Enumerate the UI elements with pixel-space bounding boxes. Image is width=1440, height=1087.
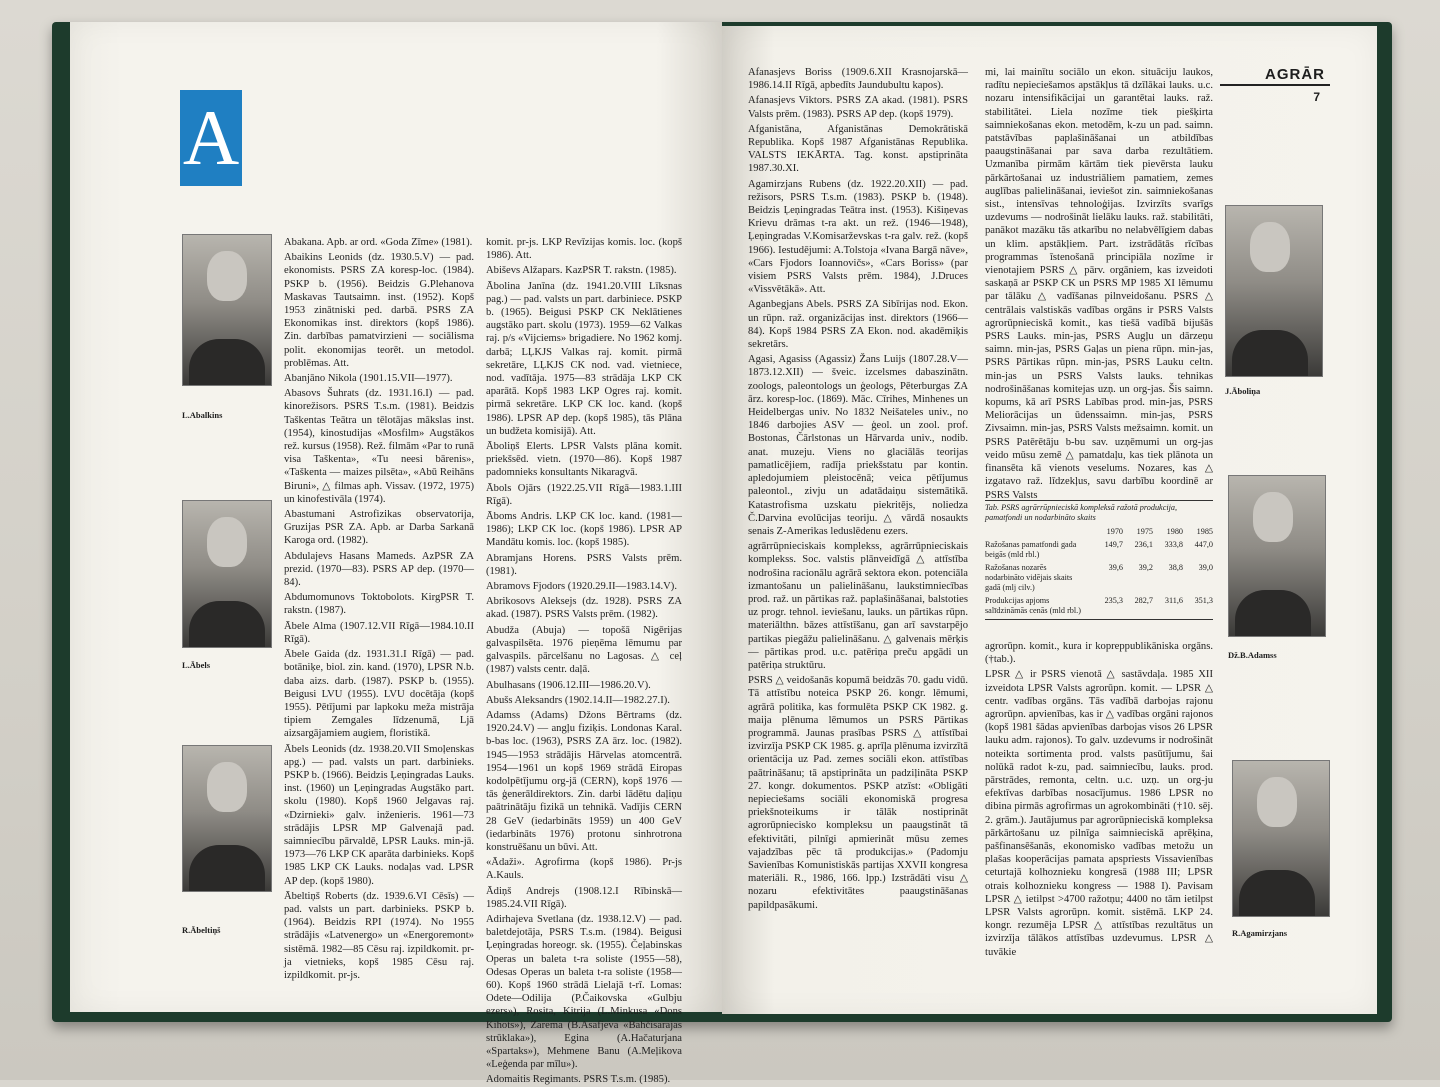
entry: Ābeltiņš Roberts (dz. 1939.6.VI Cēsīs) — pad. valsts un part. darbinieks. PSKP b. (1964). Beidzis RPI (1974). No 1955 strādājis «Latvenergo» un «Energoremont» sistēmā. 1982—85 Cēsu raj. izpildkomit. pr-ja vietnieks, kopš 1985 Cēsu raj. izpildkomit. pr-js. <box>284 890 474 981</box>
photo-caption: L.Ābels <box>182 660 211 670</box>
table-cell: 149,7 <box>1104 540 1123 549</box>
entry: Agamirzjans Rubens (dz. 1922.20.XII) — pad. režisors, PSRS T.s.m. (1983). PSKP b. (1948). Beidzis Ļeņingradas Teātra inst. (1953). Kišiņevas Krievu drāmas t-ra akt. un rež. (1946—1948), Ļeņingradas V.Komisarževskas t-ra galv. rež. (kopš 1966). Iestudējumi: A.Tolstoja «Ivana Bargā nāve», «Cars Fjodors Ioannovičs», «Cars Boriss» (par visiem PSRS Valsts prēm. 1984), J.Druces «Vissvētākā». Att. <box>748 178 968 296</box>
entry: Abušs Aleksandrs (1902.14.II—1982.27.I). <box>486 694 670 706</box>
entry: Ābele Alma (1907.12.VII Rīgā—1984.10.II Rīgā). <box>284 620 474 645</box>
left-column-2 <box>486 236 682 1086</box>
entry: Abramjans Horens. PSRS Valsts prēm. (1981). <box>486 552 682 577</box>
table-year: 1975 <box>1136 527 1153 536</box>
table-header-row <box>985 527 1213 537</box>
table-row <box>985 563 1213 593</box>
entry: Ādiņš Andrejs (1908.12.I Rībinskā—1985.24.VII Rīgā). <box>486 885 682 910</box>
table-row <box>985 540 1213 560</box>
table-row-label: Produkcijas apjoms salīdzināmās cenās (mld rbl.) <box>985 596 1081 615</box>
entry: Agasi, Agasiss (Agassiz) Žans Luijs (1807.28.V—1873.12.XII) — šveic. izcelsmes dabaszinātn. zoologs, paleontologs un ģeologs, Pēterburgas ZA ārz. koresp-loc. (1869). Māc. Cīrihes, Minhenes un Heidelbergas univ. No 1832 Neišateles univ., no 1846 darbojies ASV — ģeol. un zool. prof. Bostonas, Čārlstonas un Hārvarda univ., nodib. anat. muzeju. Viens no glaciālās teorijas pamatlicējiem, radīja priekšstatu par kontin. apledojumiem pleistocēnā; veica pētījumus paleontol., zivju un adatādaiņu sistemātikā. Katastrofisma uzskatu piekritējs, noliedza Č.Darvina evolūcijas teoriju. △ vārdā nosaukts senais Z-Amerikas leduslēdenu ezers. <box>748 354 968 537</box>
photo-caption: J.Āboliņa <box>1225 386 1261 396</box>
entry: Abdumomunovs Toktobolots. KirgPSR T. rakstn. (1987). <box>284 592 474 617</box>
portrait-photo <box>182 234 272 386</box>
entry: Aganbegjans Abels. PSRS ZA Sibīrijas nod. Ekon. un rūpn. raž. organizācijas inst. direktors (1966—84). Kopš 1984 PSRS ZA Ekon. nod. akadēmiķis sekretārs. <box>748 299 968 351</box>
section-letter: A <box>180 90 242 186</box>
table-title: Tab. PSRS agrārrūpnieciskā kompleksā ražotā produkcija, pamatfondi un nodarbināto skaits <box>985 503 1178 522</box>
entry: Āboms Andris. LKP CK loc. kand. (1981—1986); LKP CK loc. (kopš 1986). LPSR AP Mandātu komis. loc. (kopš 1985). <box>486 511 682 549</box>
entry: PSRS △ veidošanās kopumā beidzās 70. gadu vidū. Tā attīstību noteica PSKP 26. kongr. lēmumi, agrārā politika, kas formulēta PSKP CK 1982. g. maija plēnuma lēmumos un PSRS Pārtikas programmā. Jaunas prasības PSRS △ attīstībai izvirzīja PSKP CK 1985. g. aprīļa plēnuma izvirzītā orientācija uz Pad. zemes sociāli ekon. attīstības paātrināšanu; tā apstiprināta un padziļināta PSKP 27. kongr. dokumentos. PSKP atzīst: «Obligāti nepieciešams sociāli ekonomiskā progresa priekšnoteikums ir tālāk nostiprināt agrorūpniecisko kompleksu un paaugstināt tā efektivitāti, pilnīgi apmierināt mūsu zemes vajadzības pēc tā produkcijas.» (Padomju Savienības Komunistiskās partijas XXVII kongresa materiāli. R., 1986, 166. lpp.) Izstrādāti visu △ nozaru efektivitātes paaugstināšanas papildpasākumi. <box>748 675 968 911</box>
running-head: AGRĀR <box>1265 66 1325 83</box>
entry: Adomaitis Regimants. PSRS T.s.m. (1985). <box>486 1074 671 1086</box>
entry: agrorūpn. komit., kura ir kopreppublikāniska orgāns. (†tab.). <box>985 641 1213 666</box>
entry: Adirhajeva Svetlana (dz. 1938.12.V) — pad. baletdejotāja, PSRS T.s.m. (1984). Beigusi Ļeņingradas horeogr. sk. (1955). Čeļabinskas Operas un baleta t-ra soliste (1955—58), Odesas Operas un baleta t-ra soliste (1958—60). Kopš 1960 strādā Lielajā t-rī. Lomas: Odete—Odilija (P.Čaikovska «Gulbju ezers»), Rosita, Kitrija (L.Minkusa «Dons Kihots»), Zarema (B.Asafjeva «Bahčisarajas strūklaka»), Egina (A.Hačaturjana «Spartaks»), Mehmene Banu (A.Meļikova «Leģenda par mīlu»). <box>486 913 682 1071</box>
portrait-head <box>207 762 247 812</box>
entry: Abakana. Apb. ar ord. «Goda Zīme» (1981). <box>284 237 473 248</box>
entry: Afanasjevs Boriss (1909.6.XII Krasnojarskā—1986.14.II Rīgā, apbedīts Jaundubultu kapos). <box>748 67 968 92</box>
table-row <box>985 596 1213 616</box>
entry: Abasovs Šuhrats (dz. 1931.16.I) — pad. kinorežisors. PSRS T.s.m. (1981). Beidzis Taškentas Teātra un tēlotājas mākslas inst. (1954), kinostudijas «Mosfilm» Augstākos rež. kursus (1958). Rež. filmām «Par to runā visa Taškenta», «Tu neesi bārenis», «Taškenta — maizes pilsēta», «Abū Reihāns Biruni», △ filmas aph. Vissav. (1972, 1975) un kinofestivāla (1974). <box>284 388 474 505</box>
entry: «Ādaži». Agrofirma (kopš 1986). Pr-js A.Kauls. <box>486 857 682 882</box>
portrait-photo <box>182 500 272 648</box>
entry: Abanjāno Nikola (1901.15.VII—1977). <box>284 373 453 385</box>
photo-caption: R.Agamirzjans <box>1232 928 1288 938</box>
page-number: 7 <box>1313 90 1320 104</box>
entry: Abrikosovs Aleksejs (dz. 1928). PSRS ZA akad. (1987). PSRS Valsts prēm. (1982). <box>486 596 682 621</box>
portrait-suit <box>1235 590 1311 636</box>
table-cell: 39,0 <box>1198 563 1213 572</box>
entry: Afganistāna, Afganistānas Demokrātiskā Republika. Kopš 1987 Afganistānas Republika. VALSTS IEKĀRTA. Tag. konst. apstiprināta 1987.30.XI. <box>748 123 968 175</box>
table-year: 1985 <box>1196 527 1213 536</box>
entry: Ābols Ojārs (1922.25.VII Rīgā—1983.1.III Rīgā). <box>486 482 682 507</box>
table-year: 1980 <box>1166 527 1183 536</box>
table-cell: 39,6 <box>1108 563 1123 572</box>
right-column-2-top <box>985 66 1213 501</box>
table-cell: 447,0 <box>1194 540 1213 549</box>
entry: Āboliņš Elerts. LPSR Valsts plāna komit. priekšsēd. vietn. (1970—86). Kopš 1987 padomnieks konsultants Nikaragvā. <box>486 441 682 479</box>
table-rule <box>985 619 1213 620</box>
portrait-head <box>1253 492 1293 542</box>
entry: Abramovs Fjodors (1920.29.II—1983.14.V). <box>486 581 677 593</box>
entry: Afanasjevs Viktors. PSRS ZA akad. (1981). PSRS Valsts prēm. (1983). PSRS AP dep. (kopš 1979). <box>748 95 968 120</box>
photo-caption: R.Ābeltiņš <box>182 925 221 935</box>
portrait-photo <box>1228 475 1326 637</box>
table-row-label: Ražošanas pamatfondi gada beigās (mld rbl.) <box>985 540 1077 559</box>
portrait-suit <box>189 601 265 647</box>
table-cell: 351,3 <box>1194 596 1213 605</box>
entry: Ābolina Janīna (dz. 1941.20.VIII Līksnas pag.) — pad. valsts un part. darbiniece. PSKP b. (1965). Beigusi PSKP CK Neklātienes augstāko part. skolu (1973). 1959—62 Valkas raj. p/s «Vijciems» brigadiere. No 1962 komj. darbā; LĻKJS Valkas raj. komit. pirmā sekretāre, LĻKJS CK nod. vad. vietniece, nod. vadītāja. 1975—83 strādāja LKP CK aparātā. Kopš 1983 LKP Ogres raj. komit. pirmā sekretāre. LKP CK loc. kand. (kopš 1986). LPSR AP dep. (kopš 1985), tās Plāna un budžeta komisijā). Att. <box>486 280 682 437</box>
entry: Adamss (Adams) Džons Bērtrams (dz. 1920.24.V) — angļu fiziķis. Londonas Karal. b-bas loc. (1963), PSRS ZA ārz. loc. (1982). 1945—1953 strādājis Hārvelas atomcentrā. 1954—1961 un kopš 1969 strādā Eiropas kodolpētījumu org-jā (CERN), kopš 1976 — tās ģenerāldirektors. Zin. darbi lādētu daļiņu paātrinātāju fizikā un tehnikā. Vadījis CERN 28 GeV (iedarbināts 1959) un 400 GeV (iedarbināts 1976) protonu sinhrotrona konstruēšanu un būvi. Att. <box>486 709 682 853</box>
table-cell: 235,3 <box>1104 596 1123 605</box>
table-cell: 38,8 <box>1168 563 1183 572</box>
statistics-table <box>985 498 1213 622</box>
portrait-head <box>207 517 247 567</box>
entry: Abaikins Leonids (dz. 1930.5.V) — pad. ekonomists. PSRS ZA koresp-loc. (1984). PSKP b. (1956). Beidzis G.Plehanova Maskavas Tautsaimn. inst. (1952). Kopš 1953 zinātniski ped. darbā. PSRS ZA Ekonomikas inst. direktors (kopš 1986). Zin. darbības pamatvirzieni — sociālisma polit. ekonomijas teorēt. un metodol. problēmas. Att. <box>284 252 474 369</box>
table-year: 1970 <box>1106 527 1123 536</box>
photo-caption: Dž.B.Adamss <box>1228 650 1277 660</box>
entry: Ābele Gaida (dz. 1931.31.I Rīgā) — pad. botāniķe, biol. zin. kand. (1970), LPSR N.b. daba aizs. darb. (1987). PSKP b. (1955). Beigusi LVU (1955). LVU docētāja (kopš 1955). Pētījumi par lapkoku meža mistrāja tipiem Zemgales līdzenumā, Ljā aizsargājamiem augiem, floristikā. <box>284 649 474 740</box>
entry: komit. pr-js. LKP Revīzijas komis. loc. (kopš 1986). Att. <box>486 237 682 262</box>
photo-caption: L.Abalkins <box>182 410 223 420</box>
table-cell: 236,1 <box>1134 540 1153 549</box>
entry: Abastumani Astrofizikas observatorija, Gruzijas PSR ZA. Apb. ar Darba Sarkanā Karoga ord. (1982). <box>284 509 474 547</box>
entry: LPSR △ ir PSRS vienotā △ sastāvdaļa. 1985 XII izveidota LPSR Valsts agrorūpn. komit. — LPSR △ centr. vadības orgāns. Tās vadībā darbojas rajonu agrorūpn. apvienības, kas ir △ vadības orgāni rajonos (kopš 1981 šādas apvienības darbojas visos 26 LPSR lauku adm. rajonos). To galv. uzdevums ir nodrošināt noteikta sortimenta prod. valsts pasūtījumu, šai nolūkā radot k-zu, pad. saimniecību, lauks. prod. pārstrādes, remonta, celtn. u.c. uzņ. un org-ju efektīvas darbības nosacījumus. 1986 LPSR no dibina pirmās agrofirmas un agrokombināti (†10. sēj. 2. grām.). Jautājumus par agrorūpnieciskā kompleksa pārkārtošanu uz pilnīga saimnieciskā aprēķina, pašfinansēšanās, ekonomisko vadības metožu un plašas kooperācijas pamata apspriests Vissavienības ceturtajā kolhoznieku kongresā (1988 III; LPSR otrais kolhoznieku kongress — 1988 I). Pavisam LPSR △ ietilpst >4700 ražotņu; 4400 no tām ietilpst LPSR Valsts agrorūpn. komit. sistēmā. LKP 24. kongr. rezumēja LPSR △ attīstības rezultātus un izvirzīja tālākos attīstības uzdevumus. LPSR △ tuvākie <box>985 669 1213 958</box>
portrait-head <box>1250 222 1290 272</box>
table-header-blank <box>985 527 1081 537</box>
right-column-2-bottom <box>985 640 1213 958</box>
entry: Abudža (Abuja) — topošā Nigērijas galvaspilsēta. 1976 pieņēma lēmumu par galvaspils. pārcelšanu no Lagosas. △ ceļ (1987) valsts centr. daļā. <box>486 624 682 676</box>
entry: Abdulajevs Hasans Mameds. AzPSR ZA prezid. (1970—83). PSRS AP dep. (1970—84). <box>284 550 474 589</box>
portrait-head <box>1257 777 1297 827</box>
entry: agrārrūpnieciskais komplekss, agrārrūpnieciskais komplekss. Soc. valstis plānveidīgā △ attīstība nodrošina racionālu agrārā sektora ekon. potenciāla izmantošanu un palielināšanu, laukstimniecības prod. raž. un pārtikas raž. paplašināšanai, balstoties uz progr. tehnol. ieviešanu, lauks. un pārtikas rūpn. materiālthn. bāzes attīstīšanu, gan arī savstarpējo partikas piegāžu palielināšanu. △ galvenais mērķis — pārtikas prod. u.c. patēriņa preču apgādi un patēriņa struktūru. <box>748 541 968 671</box>
table-cell: 333,8 <box>1164 540 1183 549</box>
portrait-suit <box>1232 330 1308 376</box>
portrait-suit <box>189 339 265 385</box>
left-column-1 <box>284 236 474 981</box>
table-cell: 282,7 <box>1134 596 1153 605</box>
table-cell: 311,6 <box>1164 596 1183 605</box>
table-cell: 39,2 <box>1138 563 1153 572</box>
portrait-photo <box>1232 760 1330 917</box>
portrait-head <box>207 251 247 301</box>
portrait-photo <box>182 745 272 892</box>
running-head-rule <box>1220 84 1330 86</box>
entry: Abiševs Alžapars. KazPSR T. rakstn. (1985). <box>486 265 677 277</box>
entry: Abulhasans (1906.12.III—1986.20.V). <box>486 679 651 691</box>
portrait-suit <box>1239 870 1315 916</box>
entry: mi, lai mainītu sociālo un ekon. situāciju laukos, radītu nepieciešamos apstākļus tā dzīlākai lauks. u.c. nozaru intensifikācijai un garantētai lauks. raž. stabilitātei. Liela nozīme tiek piešķirta saimniekošanas ekon. metodēm, k-zu un pad. saimn. patstāvības paplašināšanai un atbildības paaugstināšanai par sava darba rezultātiem. Uzmanība pirmām kārtām tiek pievērsta lauku pārkārtošanai uz industriāliem pamatiem, zemes auglības palielināšanai, ieviešot zin. saimniekošanas sist., intensīvas tehnoloģijas. Izvirzīts svarīgs uzdevums — nodrošināt lielāku lauks. raž. stabilitāti, panākot mazāku tās atkarību no nelabvēlīgiem dabas un klim. apstākļiem. Part. izstrādātās rīcības programmas īstenošanā principiāla nozīme ir vienotajiem PSRS △ pārv. orgāniem, kas izveidoti saskaņā ar PSKP CK un PSRS MP 1985 XI lēmumu par tālāku △ vadīšanas pilnveidošanu. PSRS △ centrālais valstiskās vadības orgāns ir PSRS Valsts agrorūpnieciskā komit., kas tiešā vadībā bijušās PSRS Lauks. min-jas, PSRS Augļu un dārzeņu saimn. min-jas, PSRS Gaļas un piena rūpn. min-jas, PSRS Pārtikas rūpn. min-jas, PSRS Lauku celtn. min-jas un PSRS Valsts lauks. tehnikas nodrošināšanas komitejas uzņ. un org-jas. Šis saimn. kopums, kā arī PSRS Labības prod. min-jas, PSRS Meliorācijas un ūdenssaimn. min-jas, PSRS Zivsaimn. min-jas, PSRS Valsts mežsaimn. komit. un PSRS Patērētāju b-bu sav. uzņēmumi un org-jas veido mūsu zemē △ pamatdaļu, kas tiek plānota un finansēta kā vienots veselums. Nozares, kas △ izgatavo raž. līdzekļus, savu darbību koordinē ar PSRS Valsts <box>985 67 1213 501</box>
portrait-photo <box>1225 205 1323 377</box>
right-column-1 <box>748 66 968 946</box>
entry: Ābels Leonids (dz. 1938.20.VII Smoļenskas apg.) — pad. valsts un part. darbinieks. PSKP b. (1966). Beidzis Ļeņingradas Lauks. inst. (1960) un Ļeņingradas Augstāko part. skolu (1980). Kopš 1960 Jelgavas raj. «Dzirnieki» galv. inženieris. 1961—73 strādājis LPSR MP Galvenajā pad. saimniecību pārvaldē, LPSR Lauks. min-jā. 1973—76 LKP CK aparāta darbinieks. Kopš 1985 LKP CK Lauks. nodaļas vad. LPSR AP dep. (kopš 1980). <box>284 743 474 887</box>
table-row-label: Ražošanas nozarēs nodarbināto vidējais skaits gadā (mlj cilv.) <box>985 563 1073 592</box>
table-rule <box>985 500 1213 501</box>
portrait-suit <box>189 845 265 891</box>
